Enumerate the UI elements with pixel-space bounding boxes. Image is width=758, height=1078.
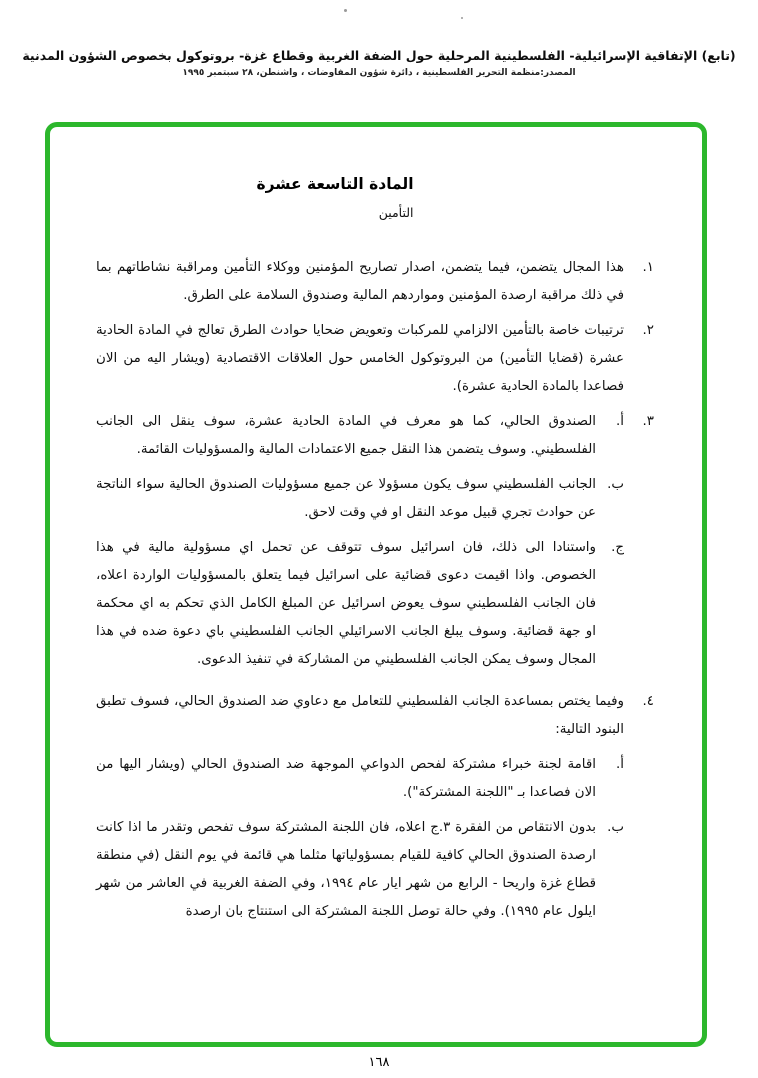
item-content — [96, 688, 624, 933]
item-marker: ٢. — [642, 323, 654, 338]
list-item-4b — [96, 814, 624, 926]
list-item-1 — [96, 254, 654, 310]
list-item-3 — [96, 408, 654, 681]
list-item-3c — [96, 534, 624, 674]
list-item-3a — [96, 408, 624, 464]
item-text: وفيما يختص بمساعدة الجانب الفلسطيني للتعامل مع دعاوي ضد الصندوق الحالي، فسوف تطبق البنود التالية: — [96, 694, 624, 737]
green-frame — [45, 122, 707, 1047]
subitem-text: اقامة لجنة خبراء مشتركة لفحص الدواعي الموجهة ضد الصندوق الحالي (ويشار اليها من الان فصاعدا بـ "اللجنة المشتركة"). — [96, 757, 596, 800]
list-item-4 — [96, 688, 654, 933]
subitem-marker: أ. — [616, 414, 624, 429]
subitem-marker: ج. — [611, 540, 624, 555]
subitem-text: بدون الانتقاص من الفقرة ٣.ج اعلاه، فان اللجنة المشتركة سوف تفحص وتقدر ما اذا كانت ارصدة الصندوق الحالي كافية للقيام بمسؤولياتها مثلما هي قائمة في يوم النقل (في منطقة قطاع غزة واريحا - الرابع من شهر ايار عام ١٩٩٤، وفي الضفة الغربية في العاشر من شهر ايلول عام ١٩٩٥). وفي حالة توصل اللجنة المشتركة الى استنتاج بان ارصدة — [96, 820, 597, 919]
document-header-source: المصدر:منظمة التحرير الفلسطينية ، دائرة شؤون المفاوضات ، واشنطن، ٢٨ سبتمبر ١٩٩٥ — [182, 68, 576, 78]
item-marker: ٣. — [642, 414, 654, 429]
subitem-text: واستنادا الى ذلك، فان اسرائيل سوف تتوقف عن تحمل اي مسؤولية مالية في هذا الخصوص. واذا اقيمت دعوى قضائية على اسرائيل فيما يتعلق بالمسؤوليات الواردة اعلاه، فان الجانب الفلسطيني سوف يعوض اسرائيل عن المبلغ الكامل الذي تحكم به اي محكمة او جهة قضائية. وسوف يبلغ الجانب الاسرائيلي الجانب الفلسطيني باي دعوة ضده في هذا المجال وسوف يمكن الجانب الفلسطيني من المشاركة في تنفيذ الدعوى. — [96, 540, 596, 667]
document-header — [20, 48, 738, 78]
sub-list — [96, 408, 624, 681]
subitem-text: الصندوق الحالي، كما هو معرف في المادة الحادية عشرة، سوف ينقل الى الجانب الفلسطيني. وسوف يتضمن هذا النقل جميع الاعتمادات المالية والمسؤوليات القائمة. — [96, 414, 596, 457]
page-number: ١٦٨ — [368, 1055, 390, 1070]
subitem-marker: ب. — [607, 477, 624, 492]
article-heading-block — [256, 175, 413, 220]
list-item-2 — [96, 317, 654, 401]
subitem-text: الجانب الفلسطيني سوف يكون مسؤولا عن جميع مسؤوليات الصندوق الحالية سواء الناتجة عن حوادث تجري قبيل موعد النقل او في وقت لاحق. — [96, 477, 596, 520]
item-text: ترتيبات خاصة بالتأمين الالزامي للمركبات وتعويض ضحايا حوادث الطرق تعالج في المادة الحادية عشرة (قضايا التأمين) من البروتوكول الخامس حول العلاقات الاقتصادية (ويشار اليه من الان فصاعدا بالمادة الحادية عشرة). — [96, 323, 624, 394]
subitem-marker: أ. — [616, 757, 624, 772]
scan-speck — [344, 9, 347, 12]
list-item-3b — [96, 471, 624, 527]
sub-list — [96, 751, 624, 926]
document-header-title: (تابع) الإتفاقية الإسرائيلية- الفلسطينية المرحلية حول الضفة الغربية وقطاع غزة- بروتوكول بخصوص الشؤون المدنية — [22, 48, 736, 63]
item-marker: ٤. — [642, 694, 654, 709]
article-title: المادة التاسعة عشرة — [256, 175, 414, 193]
list-item-4a — [96, 751, 624, 807]
article-body — [96, 254, 654, 933]
item-text: هذا المجال يتضمن، فيما يتضمن، اصدار تصاريح المؤمنين ووكلاء التأمين ومراقبة نشاطاتهم بما في ذلك مراقبة ارصدة المؤمنين ومواردهم المالية وصندوق السلامة على الطرق. — [96, 260, 624, 303]
item-marker: ١. — [642, 260, 654, 275]
subitem-marker: ب. — [607, 820, 624, 835]
article-subtitle: التأمين — [378, 205, 414, 220]
scan-speck — [461, 17, 463, 19]
